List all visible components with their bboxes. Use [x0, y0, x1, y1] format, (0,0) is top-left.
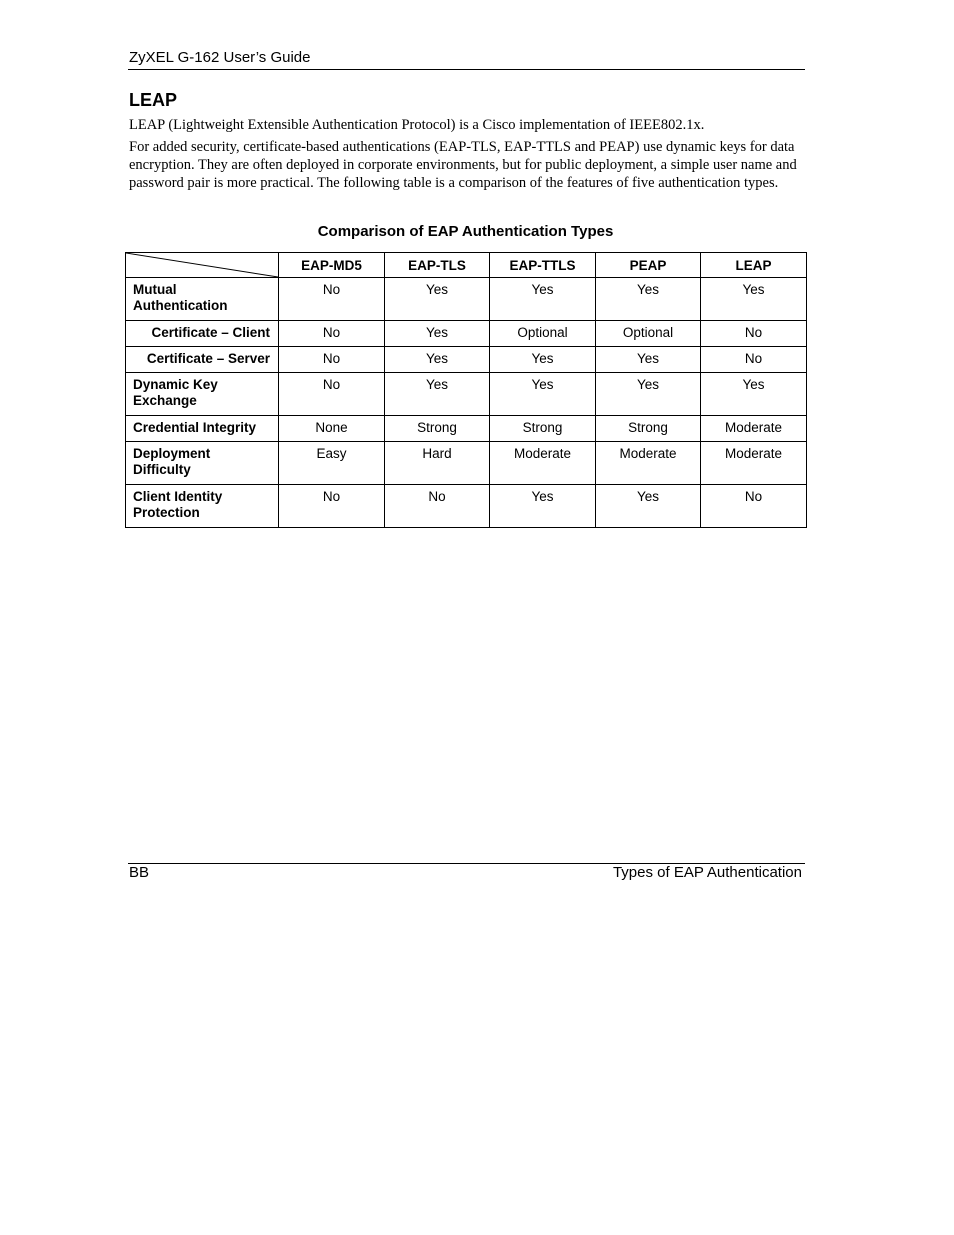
table-cell: No — [701, 347, 807, 373]
column-header: EAP-MD5 — [279, 253, 385, 278]
page-number: BB — [129, 864, 150, 881]
table-cell: Strong — [385, 416, 490, 442]
table-cell: No — [279, 373, 385, 416]
table-row — [126, 485, 807, 528]
table-cell: Yes — [701, 373, 807, 416]
eap-comparison-table — [125, 252, 807, 528]
table-cell: Yes — [596, 485, 701, 528]
running-header: ZyXEL G-162 User’s Guide — [129, 49, 311, 66]
table-cell: Yes — [385, 278, 490, 321]
table-cell: Yes — [701, 278, 807, 321]
table-cell: Yes — [490, 347, 596, 373]
column-header: EAP-TLS — [385, 253, 490, 278]
table-cell: No — [279, 321, 385, 347]
section-title: LEAP — [129, 90, 178, 110]
table-row — [126, 442, 807, 485]
table-cell: None — [279, 416, 385, 442]
row-label: Dynamic Key Exchange — [126, 373, 279, 416]
table-row — [126, 347, 807, 373]
table-cell: Yes — [490, 278, 596, 321]
table-cell: Strong — [490, 416, 596, 442]
diagonal-line — [126, 253, 278, 277]
table-cell: Easy — [279, 442, 385, 485]
table-cell: No — [701, 321, 807, 347]
table-row — [126, 373, 807, 416]
table-caption: Comparison of EAP Authentication Types — [317, 223, 614, 240]
table-cell: Yes — [596, 278, 701, 321]
table-cell: No — [279, 485, 385, 528]
table-cell: No — [701, 485, 807, 528]
intro-paragraph: LEAP (Lightweight Extensible Authentication Protocol) is a Cisco implementation of IEEE802.1x. — [129, 117, 705, 133]
table-row — [126, 321, 807, 347]
table-cell: No — [279, 347, 385, 373]
row-label: Certificate – Client — [126, 321, 279, 347]
row-label: Mutual Authentication — [126, 278, 279, 321]
table-cell: Moderate — [490, 442, 596, 485]
chapter-title: Types of EAP Authentication — [612, 864, 802, 881]
row-label: Credential Integrity — [126, 416, 279, 442]
column-header: LEAP — [701, 253, 807, 278]
table-cell: Yes — [596, 347, 701, 373]
row-label: Certificate – Server — [126, 347, 279, 373]
table-cell: Yes — [385, 321, 490, 347]
table-cell: Moderate — [701, 442, 807, 485]
table-cell: Moderate — [596, 442, 701, 485]
table-cell: No — [385, 485, 490, 528]
table-cell: Moderate — [701, 416, 807, 442]
table-cell: No — [279, 278, 385, 321]
column-header: PEAP — [596, 253, 701, 278]
table-cell: Strong — [596, 416, 701, 442]
corner-cell — [126, 253, 279, 278]
table-row — [126, 416, 807, 442]
table-cell: Yes — [385, 347, 490, 373]
row-label: Deployment Difficulty — [126, 442, 279, 485]
header-rule — [128, 69, 805, 70]
row-label: Client Identity Protection — [126, 485, 279, 528]
table-cell: Yes — [596, 373, 701, 416]
table-header-row — [126, 253, 807, 278]
table-cell: Hard — [385, 442, 490, 485]
table-cell: Yes — [490, 373, 596, 416]
table-cell: Yes — [490, 485, 596, 528]
table-cell: Optional — [490, 321, 596, 347]
table-cell: Optional — [596, 321, 701, 347]
table-row — [126, 278, 807, 321]
table-cell: Yes — [385, 373, 490, 416]
body-paragraph: For added security, certificate-based authentications (EAP-TLS, EAP-TTLS and PEAP) use dynamic keys for data encryption. They are often deployed in corporate environments, but for public deployment, a simple user name and password pair is more practical. The following table is a comparison of the features of five authentication types. — [129, 139, 797, 191]
column-header: EAP-TTLS — [490, 253, 596, 278]
